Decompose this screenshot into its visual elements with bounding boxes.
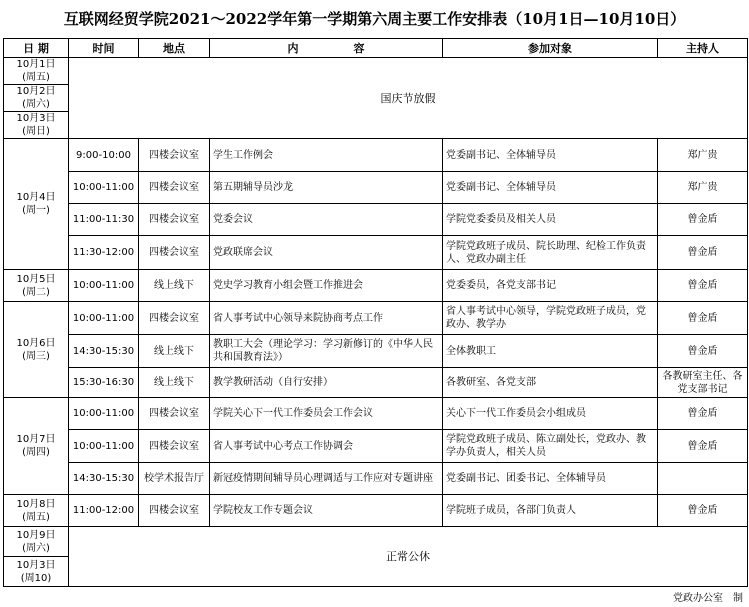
table-row [4, 495, 748, 527]
time-cell: 10:00-11:00 [69, 398, 139, 430]
date-cell: 10月1日 (周五) [4, 58, 69, 85]
time-cell: 10:00-11:00 [69, 270, 139, 302]
header-row [4, 39, 748, 58]
content-cell: 教职工大会（理论学习：学习新修订的《中华人民共和国教育法》） [210, 335, 443, 368]
content-cell: 学院校友工作专题会议 [210, 495, 443, 527]
date-cell: 10月9日 (周六) [4, 527, 69, 557]
header-place: 地点 [139, 39, 210, 58]
host-cell: 曾金盾 [658, 495, 748, 527]
host-cell: 曾金盾 [658, 270, 748, 302]
host-cell: 郑广贵 [658, 172, 748, 204]
place-cell: 线上线下 [139, 368, 210, 398]
table-row [4, 302, 748, 335]
date-cell: 10月5日 (周二) [4, 270, 69, 302]
header-participants: 参加对象 [443, 39, 658, 58]
date-cell: 10月3日 (周日) [4, 112, 69, 139]
content-cell: 党政联席会议 [210, 236, 443, 270]
host-cell: 曾金盾 [658, 430, 748, 463]
holiday-label: 国庆节放假 [69, 58, 748, 139]
time-cell: 10:00-11:00 [69, 430, 139, 463]
date-cell: 10月7日 (周四) [4, 398, 69, 495]
participants-cell: 党委副书记、团委书记、全体辅导员 [443, 463, 658, 495]
place-cell: 四楼会议室 [139, 430, 210, 463]
table-row [4, 368, 748, 398]
date-cell: 10月4日 (周一) [4, 139, 69, 270]
header-host: 主持人 [658, 39, 748, 58]
time-cell: 11:30-12:00 [69, 236, 139, 270]
content-cell: 省人事考试中心考点工作协调会 [210, 430, 443, 463]
header-date: 日 期 [4, 39, 69, 58]
place-cell: 线上线下 [139, 335, 210, 368]
place-cell: 四楼会议室 [139, 302, 210, 335]
participants-cell: 各教研室、各党支部 [443, 368, 658, 398]
host-cell: 曾金盾 [658, 204, 748, 236]
host-cell: 郑广贵 [658, 139, 748, 172]
participants-cell: 学院党委委员及相关人员 [443, 204, 658, 236]
header-content: 内 容 [210, 39, 443, 58]
place-cell: 四楼会议室 [139, 204, 210, 236]
table-row [4, 430, 748, 463]
time-cell: 14:30-15:30 [69, 463, 139, 495]
participants-cell: 省人事考试中心领导，学院党政班子成员，党政办、教学办 [443, 302, 658, 335]
time-cell: 9:00-10:00 [69, 139, 139, 172]
content-cell: 学院关心下一代工作委员会工作会议 [210, 398, 443, 430]
place-cell: 四楼会议室 [139, 172, 210, 204]
date-cell: 10月8日 (周五) [4, 495, 69, 527]
rest-label: 正常公休 [69, 527, 748, 587]
host-cell: 曾金盾 [658, 236, 748, 270]
participants-cell: 党委委员，各党支部书记 [443, 270, 658, 302]
table-row [4, 398, 748, 430]
time-cell: 14:30-15:30 [69, 335, 139, 368]
table-row [4, 58, 748, 85]
content-cell: 教学教研活动（自行安排） [210, 368, 443, 398]
content-cell: 党委会议 [210, 204, 443, 236]
table-row [4, 335, 748, 368]
place-cell: 线上线下 [139, 270, 210, 302]
date-cell: 10月3日 (周10) [4, 557, 69, 587]
place-cell: 校学术报告厅 [139, 463, 210, 495]
time-cell: 11:00-12:00 [69, 495, 139, 527]
table-row [4, 172, 748, 204]
content-cell: 党史学习教育小组会暨工作推进会 [210, 270, 443, 302]
host-cell [658, 463, 748, 495]
time-cell: 10:00-11:00 [69, 302, 139, 335]
content-cell: 学生工作例会 [210, 139, 443, 172]
page-title: 互联网经贸学院2021～2022学年第一学期第六周主要工作安排表（10月1日—10月10日） [63, 10, 686, 28]
content-cell: 省人事考试中心领导来院协商考点工作 [210, 302, 443, 335]
table-row [4, 527, 748, 557]
host-cell: 各教研室主任、各党支部书记 [658, 368, 748, 398]
table-row [4, 463, 748, 495]
place-cell: 四楼会议室 [139, 236, 210, 270]
time-cell: 11:00-11:30 [69, 204, 139, 236]
table-row [4, 270, 748, 302]
content-cell: 新冠疫情期间辅导员心理调适与工作应对专题讲座 [210, 463, 443, 495]
participants-cell: 学院党政班子成员、陈立副处长，党政办、教学办负责人，相关人员 [443, 430, 658, 463]
date-cell: 10月6日 (周三) [4, 302, 69, 398]
table-row [4, 236, 748, 270]
footer-issuer: 党政办公室 制 [673, 593, 743, 604]
host-cell: 曾金盾 [658, 335, 748, 368]
participants-cell: 关心下一代工作委员会小组成员 [443, 398, 658, 430]
table-row [4, 204, 748, 236]
header-time: 时间 [69, 39, 139, 58]
place-cell: 四楼会议室 [139, 495, 210, 527]
content-cell: 第五期辅导员沙龙 [210, 172, 443, 204]
place-cell: 四楼会议室 [139, 139, 210, 172]
participants-cell: 党委副书记、全体辅导员 [443, 172, 658, 204]
time-cell: 15:30-16:30 [69, 368, 139, 398]
participants-cell: 全体教职工 [443, 335, 658, 368]
host-cell: 曾金盾 [658, 398, 748, 430]
table-row [4, 139, 748, 172]
host-cell: 曾金盾 [658, 302, 748, 335]
time-cell: 10:00-11:00 [69, 172, 139, 204]
date-cell: 10月2日 (周六) [4, 85, 69, 112]
participants-cell: 党委副书记、全体辅导员 [443, 139, 658, 172]
schedule-table [3, 38, 748, 587]
place-cell: 四楼会议室 [139, 398, 210, 430]
participants-cell: 学院班子成员，各部门负责人 [443, 495, 658, 527]
participants-cell: 学院党政班子成员、院长助理、纪检工作负责人、党政办副主任 [443, 236, 658, 270]
